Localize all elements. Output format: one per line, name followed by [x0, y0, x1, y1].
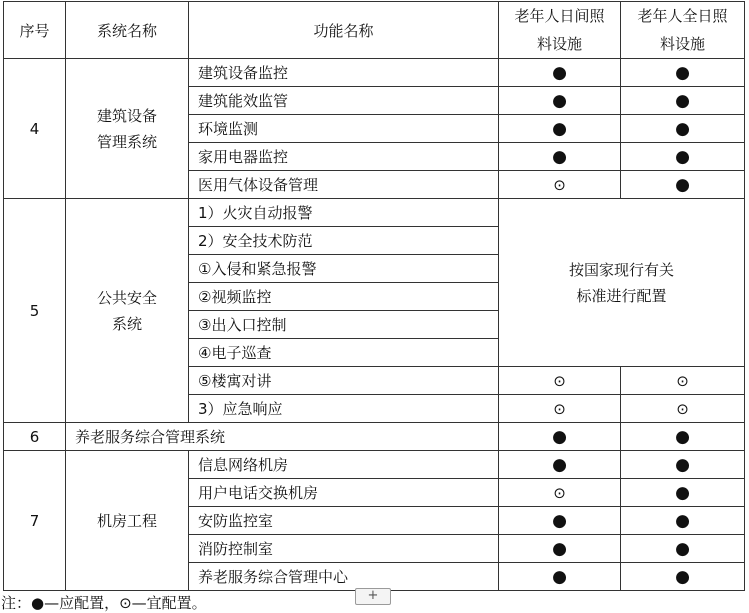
- day-care-mark: [499, 395, 621, 423]
- function-cell: ③出入口控制: [189, 311, 499, 339]
- full-care-symbol: ●: [675, 510, 690, 531]
- function-cell: 3）应急响应: [189, 395, 499, 423]
- function-cell: 家用电器监控: [189, 143, 499, 171]
- function-cell: 用户电话交换机房: [189, 479, 499, 507]
- add-row-button[interactable]: +: [355, 588, 391, 605]
- full-care-mark: [621, 507, 745, 535]
- day-care-mark: [499, 423, 621, 451]
- day-care-symbol: ●: [552, 146, 567, 167]
- seq-cell: 6: [4, 423, 66, 451]
- day-care-symbol: ⊙: [553, 371, 566, 390]
- header-function: 功能名称: [189, 2, 499, 59]
- full-care-symbol: ●: [675, 538, 690, 559]
- full-care-mark: [621, 395, 745, 423]
- system-cell: [66, 59, 189, 199]
- function-cell: 建筑能效监管: [189, 87, 499, 115]
- day-care-mark: [499, 451, 621, 479]
- day-care-symbol: ⊙: [553, 175, 566, 194]
- merged-note-cell: [499, 199, 745, 367]
- header-day-care: [499, 2, 621, 59]
- full-care-mark: [621, 423, 745, 451]
- day-care-symbol: ●: [552, 90, 567, 111]
- header-seq: 序号: [4, 2, 66, 59]
- full-care-mark: [621, 115, 745, 143]
- function-cell: ②视频监控: [189, 283, 499, 311]
- table-row: [4, 199, 745, 227]
- header-day-care-line2: 料设施: [536, 35, 582, 53]
- full-care-symbol: ⊙: [676, 399, 689, 418]
- seq-cell: 5: [4, 199, 66, 423]
- day-care-mark: [499, 535, 621, 563]
- full-care-mark: [621, 143, 745, 171]
- header-full-care-line1: 老年人全日照: [637, 7, 728, 25]
- full-care-symbol: ●: [675, 482, 690, 503]
- day-care-mark: [499, 171, 621, 199]
- day-care-symbol: ⊙: [553, 483, 566, 502]
- day-care-mark: [499, 367, 621, 395]
- day-care-mark: [499, 507, 621, 535]
- seq-cell: 7: [4, 451, 66, 591]
- system-name-line1: 建筑设备: [96, 106, 157, 125]
- full-care-mark: [621, 367, 745, 395]
- day-care-symbol: ●: [552, 426, 567, 447]
- system-cell: [66, 199, 189, 423]
- function-cell: 消防控制室: [189, 535, 499, 563]
- full-care-symbol: ●: [675, 118, 690, 139]
- header-day-care-line1: 老年人日间照: [514, 7, 605, 25]
- day-care-mark: [499, 115, 621, 143]
- full-care-symbol: ●: [675, 146, 690, 167]
- full-care-mark: [621, 535, 745, 563]
- day-care-symbol: ⊙: [553, 399, 566, 418]
- header-full-care-line2: 料设施: [659, 35, 705, 53]
- full-care-mark: [621, 451, 745, 479]
- function-cell: 信息网络机房: [189, 451, 499, 479]
- full-care-mark: [621, 563, 745, 591]
- day-care-symbol: ●: [552, 118, 567, 139]
- table-row: [4, 423, 745, 451]
- function-cell: ⑤楼寓对讲: [189, 367, 499, 395]
- day-care-symbol: ●: [552, 510, 567, 531]
- function-cell: ①入侵和紧急报警: [189, 255, 499, 283]
- function-cell: 医用气体设备管理: [189, 171, 499, 199]
- table-row: [4, 451, 745, 479]
- full-care-mark: [621, 479, 745, 507]
- header-full-care: [621, 2, 745, 59]
- day-care-symbol: ●: [552, 62, 567, 83]
- day-care-symbol: ●: [552, 454, 567, 475]
- config-table: [3, 1, 745, 591]
- full-care-symbol: ●: [675, 566, 690, 587]
- day-care-mark: [499, 479, 621, 507]
- merged-note-line1: 按国家现行有关: [568, 260, 674, 279]
- day-care-mark: [499, 143, 621, 171]
- system-name-line2: 系统: [111, 314, 142, 333]
- header-row: [4, 2, 745, 59]
- full-care-symbol: ●: [675, 454, 690, 475]
- legend-note: 注：●—应配置，⊙—宜配置。: [1, 594, 207, 612]
- system-cell: 机房工程: [66, 451, 189, 591]
- full-care-symbol: ●: [675, 62, 690, 83]
- system-name-line1: 公共安全: [96, 288, 157, 307]
- full-care-symbol: ●: [675, 90, 690, 111]
- day-care-mark: [499, 59, 621, 87]
- day-care-symbol: ●: [552, 538, 567, 559]
- seq-cell: 4: [4, 59, 66, 199]
- merged-note-line2: 标准进行配置: [576, 286, 667, 305]
- system-name-line2: 管理系统: [96, 132, 157, 151]
- day-care-mark: [499, 563, 621, 591]
- header-system: 系统名称: [66, 2, 189, 59]
- function-cell: ④电子巡查: [189, 339, 499, 367]
- day-care-mark: [499, 87, 621, 115]
- function-cell: 养老服务综合管理中心: [189, 563, 499, 591]
- function-cell: 安防监控室: [189, 507, 499, 535]
- day-care-symbol: ●: [552, 566, 567, 587]
- full-care-mark: [621, 171, 745, 199]
- full-care-mark: [621, 87, 745, 115]
- function-cell: 建筑设备监控: [189, 59, 499, 87]
- function-cell: 2）安全技术防范: [189, 227, 499, 255]
- full-care-symbol: ⊙: [676, 371, 689, 390]
- full-care-symbol: ●: [675, 426, 690, 447]
- function-cell: 1）火灾自动报警: [189, 199, 499, 227]
- function-cell: 环境监测: [189, 115, 499, 143]
- table-row: [4, 59, 745, 87]
- full-care-mark: [621, 59, 745, 87]
- full-care-symbol: ●: [675, 174, 690, 195]
- system-cell: 养老服务综合管理系统: [66, 423, 499, 451]
